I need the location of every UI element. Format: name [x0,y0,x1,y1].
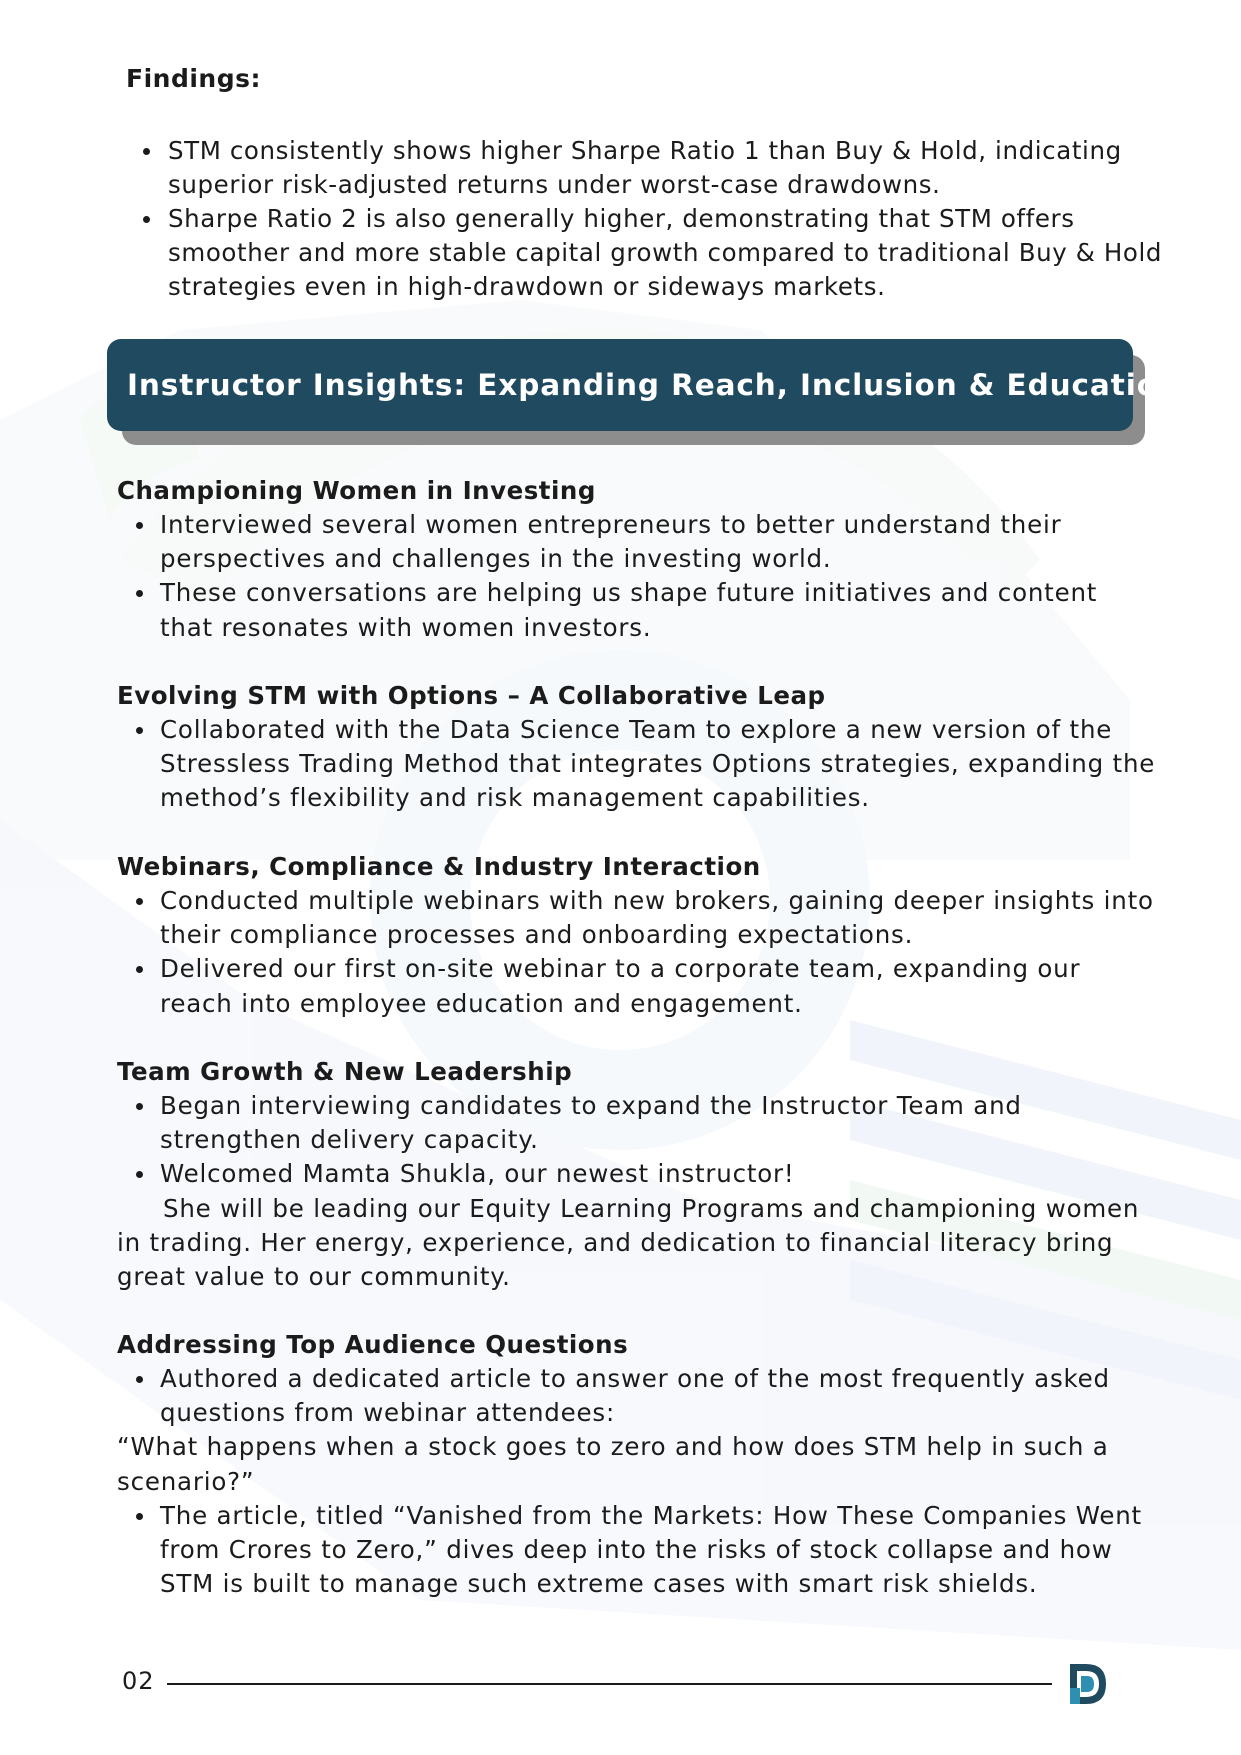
list-item: Collaborated with the Data Science Team to explore a new version of the Stressless Trading Method that integrates Options strategies, expanding the method’s flexibility and risk management capabilities. [160,713,1157,816]
list-item: STM consistently shows higher Sharpe Ratio 1 than Buy & Hold, indicating superior risk-adjusted returns under worst-case drawdowns. [168,134,1168,202]
findings-heading: Findings: [126,64,261,93]
section-title: Addressing Top Audience Questions [117,1330,629,1359]
body-paragraph: She will be leading our Equity Learning Programs and championing women in trading. Her energy, experience, and dedication to financial literacy bring great value to our community. [117,1193,1140,1292]
list-item: Authored a dedicated article to answer one of the most frequently asked questions from webinar attendees: [160,1362,1157,1430]
footer-divider [167,1683,1052,1685]
section-title: Championing Women in Investing [117,476,596,505]
section-webinars [117,850,1157,1021]
section-title: Team Growth & New Leadership [117,1057,573,1086]
bullet-list [160,1362,1157,1430]
section-title: Webinars, Compliance & Industry Interaction [117,852,761,881]
list-item: Interviewed several women entrepreneurs to better understand their perspectives and challenges in the investing world. [160,508,1157,576]
page-number: 02 [122,1667,155,1695]
section-team-growth [117,1055,1157,1294]
section-audience-questions [117,1328,1157,1601]
banner-title: Instructor Insights: Expanding Reach, Inclusion & Education [127,368,1180,402]
findings-list [168,134,1168,304]
bullet-list [160,508,1157,645]
list-item: Delivered our first on-site webinar to a corporate team, expanding our reach into employee education and engagement. [160,952,1157,1020]
bullet-list [160,1499,1157,1602]
section-women-investing [117,474,1157,645]
list-item: Conducted multiple webinars with new brokers, gaining deeper insights into their compliance processes and onboarding expectations. [160,884,1157,952]
section-options [117,679,1157,816]
list-item: Began interviewing candidates to expand the Instructor Team and strengthen delivery capacity. [160,1089,1157,1157]
bullet-list [160,1089,1157,1192]
list-item: Welcomed Mamta Shukla, our newest instructor! [160,1157,1157,1191]
section-banner [107,339,1180,431]
list-item: Sharpe Ratio 2 is also generally higher, demonstrating that STM offers smoother and more stable capital growth compared to traditional Buy & Hold strategies even in high-drawdown or sideways markets. [168,202,1168,304]
section-title: Evolving STM with Options – A Collaborative Leap [117,681,826,710]
list-item: The article, titled “Vanished from the Markets: How These Companies Went from Crores to Zero,” dives deep into the risks of stock collapse and how STM is built to manage such extreme cases with smart risk shields. [160,1499,1157,1602]
quote-text: “What happens when a stock goes to zero and how does STM help in such a scenario?” [117,1432,1109,1496]
brand-logo-icon [1066,1660,1110,1708]
bullet-list [160,884,1157,1021]
bullet-list [160,713,1157,816]
list-item: These conversations are helping us shape future initiatives and content that resonates with women investors. [160,576,1157,644]
